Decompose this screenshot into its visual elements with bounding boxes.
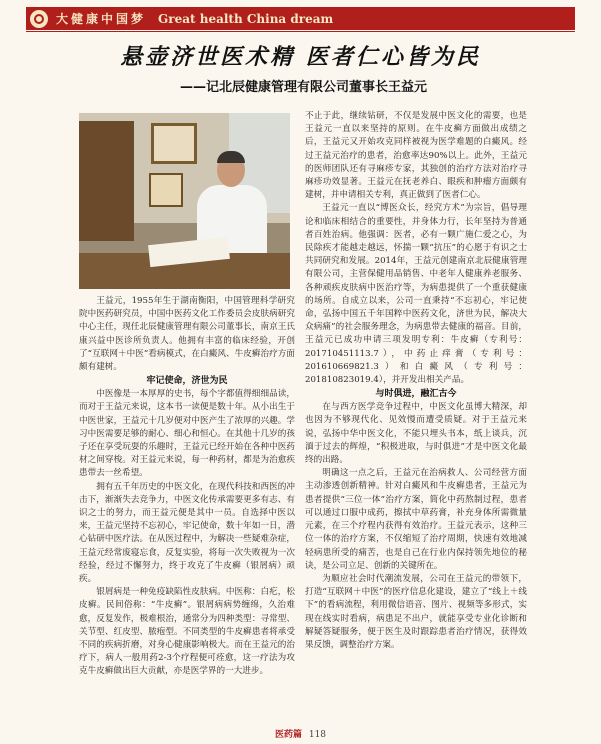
paragraph: 拥有五千年历史的中医文化，在现代科技和西医的冲击下，渐渐失去竞争力，中医文化传承需要更多有志、有识之士的努力，而王益元便是其中一员。自选择中医以来，王益元坚持不忘初心，牢记使命，数十年如一日，潜心钻研中医疗法。在从医过程中，为解决一些疑难杂症，王益元经常废寝忘食，反复实验，将每一次失败视为一次经验，经过不懈努力，终于攻克了牛皮癣（银屑病）顽疾。 [79,481,295,585]
page-number: 118 [308,730,327,740]
right-column [305,110,527,652]
left-column [79,295,295,679]
section-heading: 与时俱进，融汇古今 [375,389,457,400]
portrait-photo [79,113,290,289]
paragraph: 不止于此，继续钻研，不仅是发展中医文化的需要，也是王益元一直以来坚持的原则。在牛皮癣方面做出成绩之后，王益元又开始攻克同样被视为医学难题的白癜风。经过王益元治疗的患者，治愈率达90%以上。此外，王益元的医师团队还有寻麻疹专家，其独创的治疗方法对治疗寻麻疹功效显著。王益元在抚老养白、眼疾和肿瘤方面颇有建树，并申请相关专利，真正做到了医者仁心。 [305,111,527,201]
paragraph: 在与西方医学竞争过程中，中医文化虽博大精深，却也因为不够现代化、见效慢而遭受质疑。对于王益元来说，弘扬中华中医文化，不能只埋头书本，纸上谈兵，沉湎于过去的辉煌，“积极进取，与时俱进”才是中医文化最终的出路。 [305,402,527,466]
emblem-icon [30,10,48,28]
paragraph: 明确这一点之后，王益元在治病救人、公司经营方面主动渗透创新精神。针对白癜风和牛皮癣患者，王益元为患者提供“三位一体”治疗方案，简化中药熬制过程，患者可以通过口服中成药，擦拭中草药膏，补充身体所需微量元素，在三个疗程内获得有效治疗。王益元表示，这种三位一体的治疗方案，不仅缩短了治疗周期，快速有效地减轻病患所受的痛苦，也是自己在行业内保持领先地位的秘诀，是公司立足、创新的关键所在。 [305,468,527,571]
header-divider [26,31,575,32]
page-footer [0,727,601,740]
header-title-cn: 大健康中国梦 [56,12,147,26]
footer-section: 医药篇 [274,730,302,740]
article-title: 悬壶济世医术精 医者仁心皆为民 [120,44,481,70]
paragraph: 银屑病是一种免疫缺陷性皮肤病。中医称：白疕，松皮癣。民间俗称：“牛皮癣”。银屑病病势缠绵，久治难愈，反复发作，极难根治，通常分为四种类型：寻常型、关节型、红皮型、脓疱型。不同类型的牛皮癣患者将承受不同的疾病折磨，对身心健康影响极大。而在王益元的治疗下，病人一般用药2-3个疗程便可痊愈，这一疗法为攻克牛皮癣做出巨大贡献，亦是医学界的一大进步。 [79,587,295,677]
paragraph: 王益元一直以“博医众长，经究方术”为宗旨，倡导理论和临床相结合的重要性，并身体力行，长年坚持为普通者百姓治病。他强调：医者，必有一颗广施仁爱之心，为民除疾才能越走越远，怀揣一颗“抗压”的心愿于有识之士共同研究和发展。2014年，王益元创建南京北辰健康管理有限公司，主营保健用品销售、中老年人健康养老服务、各种顽疾皮肤病中医治疗等，为病患提供了一个重获健康的场所。自成立以来，公司一直秉持“不忘初心，牢记使命，弘扬中国五千年国粹中医药文化，济世为民，解决大众病痛”的社会服务理念，为病患带去健康的福音。目前，王益元已成功申请三项发明专利：牛皮癣（专利号：201710451113.7），中药止痒膏（专利号：201610669821.3）和白癜风（专利号：201810823019.4），并开发出相关产品。 [305,203,527,386]
paragraph: 为顺应社会时代潮流发展，公司在王益元的带领下，打造“互联网＋中医”的医疗信息化建设，建立了“线上＋线下”的看病流程，利用微信语音、图片、视频等多形式，实现在线实时看病，病患足不出户，就能享受专业化诊断和解疑答疑服务，便于医生及时跟踪患者治疗情况，获得效果反馈，调整治疗方案。 [305,573,527,650]
paragraph: 中医像是一本厚厚的史书，每个字都值得细细品读，而对于王益元来说，这本书一读便是数十年。从小出生于中医世家，王益元十几岁便对中医产生了浓厚的兴趣。学习中医需要足够的耐心、细心和恒心。在其他十几岁的孩子还在享受玩耍的乐趣时，王益元已经开始在各种中医药材之间穿梭。对王益元来说，每一种药材，都是为治愈疾患带去一丝希望。 [79,389,295,479]
article-subtitle: ——记北辰健康管理有限公司董事长王益元 [180,80,428,95]
header-title-en: Great health China dream [158,11,334,26]
section-heading: 牢记使命，济世为民 [146,376,228,387]
paragraph: 王益元，1955年生于湖南衡阳，中国管理科学研究院中医药研究员，中国中医药文化工作委员会皮肤病研究中心主任，现任北辰健康管理有限公司董事长，南京王氏康兴益中医诊所负责人。他拥有丰富的临床经验，开创了“互联网＋中医”看病模式，在白癜风、牛皮癣治疗方面颇有建树。 [79,296,295,373]
header-band [26,7,575,30]
